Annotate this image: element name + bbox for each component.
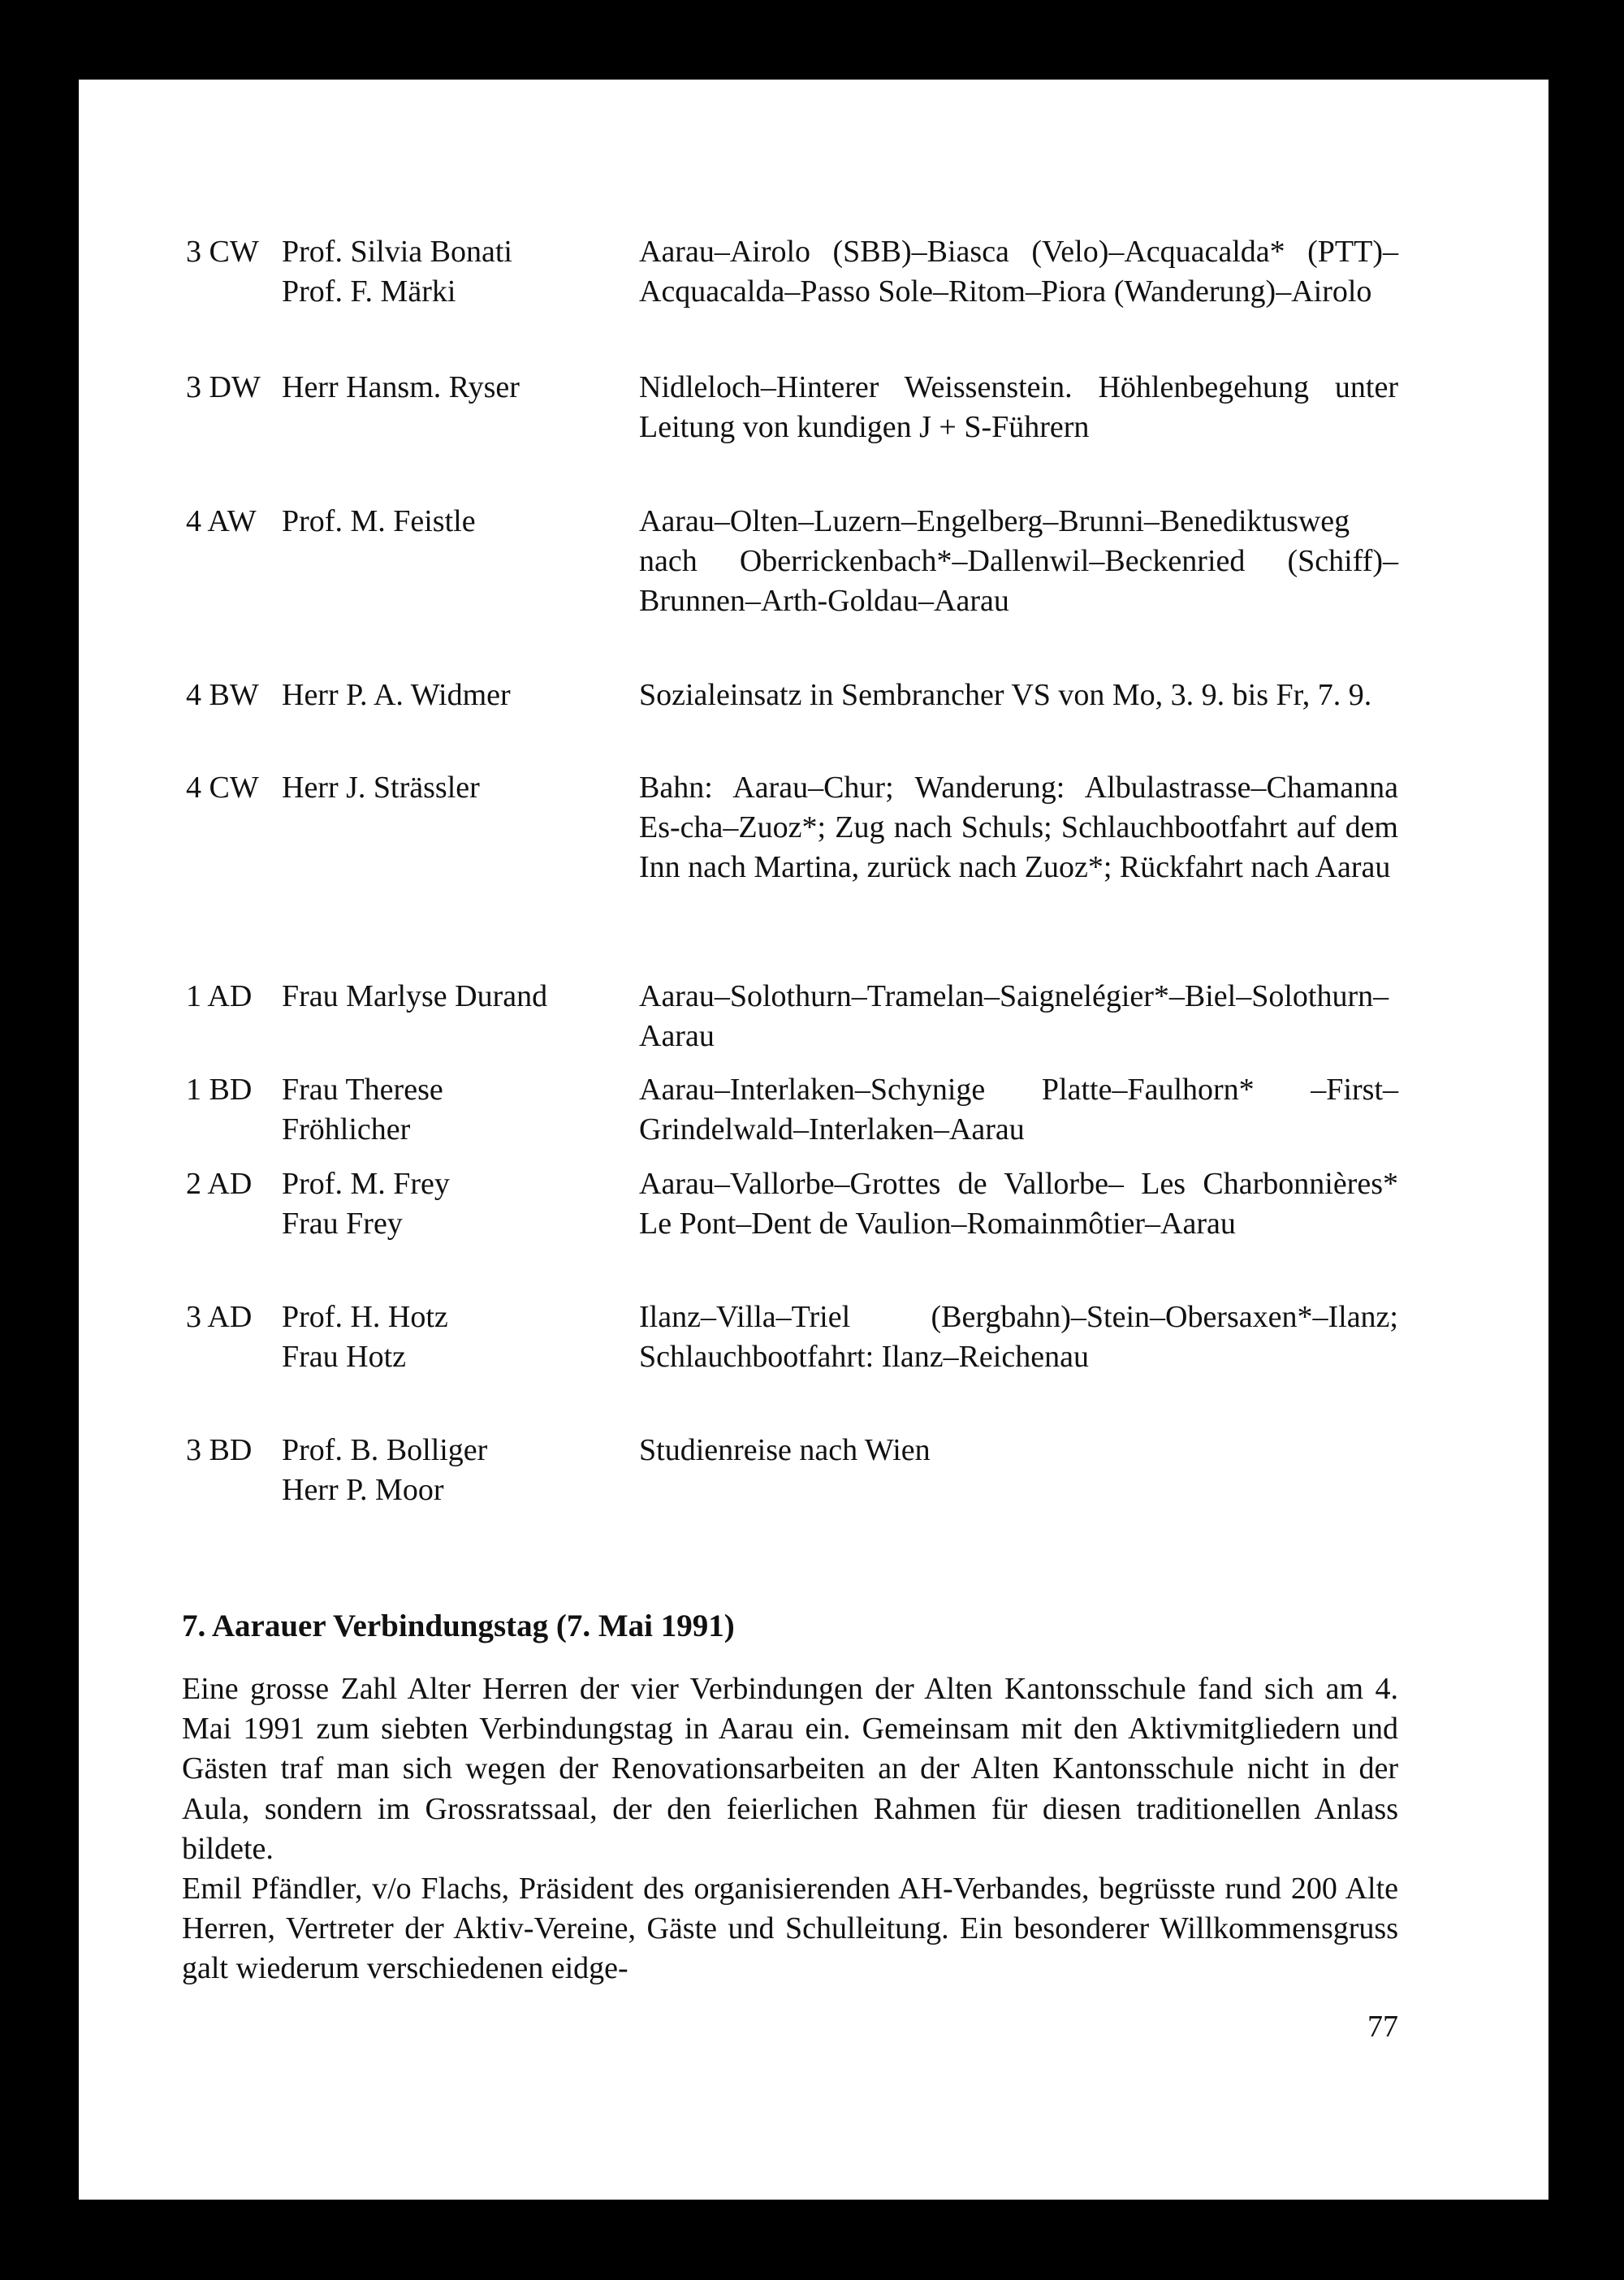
trip-route: Ilanz–Villa–Triel (Bergbahn)–Stein–Obersaxen*–Ilanz; Schlauchbootfahrt: Ilanz–Reichenau (639, 1300, 1398, 1374)
trip-leaders (282, 1298, 623, 1377)
paragraph: Eine grosse Zahl Alter Herren der vier Verbindungen der Alten Kantonsschule fand sich am 4. Mai 1991 zum siebten Verbindungstag in Aarau ein. Gemeinsam mit den Aktivmitgliedern und Gästen traf man sich wegen der Renovationsarbeiten an der Alten Kantonsschule nicht in der Aula, sondern im Grossratssaal, der den feierlichen Rahmen für diesen traditionellen Anlass bildete. (182, 1672, 1398, 1866)
trip-route: Aarau–Olten–Luzern–Engelberg–Brunni–Benediktusweg nach Oberrickenbach*–Dallenwil–Beckenried (Schiff)–Brunnen–Arth-Goldau–Aarau (639, 504, 1398, 618)
section-heading: 7. Aarauer Verbindungstag (7. Mai 1991) (182, 1609, 735, 1643)
leader-name: Herr P. Moor (282, 1473, 444, 1507)
class-code: 3 DW (186, 370, 261, 404)
class-code: 4 CW (186, 771, 259, 805)
leader-name: Fröhlicher (282, 1112, 411, 1146)
trip-leaders (282, 977, 623, 1017)
leader-name: Frau Frey (282, 1207, 403, 1241)
class-code: 1 AD (186, 979, 253, 1013)
trip-leaders (282, 1164, 623, 1244)
trip-leaders (282, 768, 623, 808)
class-code: 4 AW (186, 504, 257, 538)
class-code: 3 CW (186, 235, 259, 269)
class-code: 3 BD (186, 1433, 253, 1467)
section-body (182, 1669, 1398, 1989)
trip-leaders (282, 368, 623, 408)
leader-name: Herr P. A. Widmer (282, 678, 511, 712)
class-code: 2 AD (186, 1167, 253, 1201)
trip-route: Aarau–Interlaken–Schynige Platte–Faulhorn* –First–Grindelwald–Interlaken–Aarau (639, 1073, 1398, 1146)
paragraph: Emil Pfändler, v/o Flachs, Präsident des organisierenden AH-Verbandes, begrüsste rund 200 Alte Herren, Vertreter der Aktiv-Vereine, Gäste und Schulleitung. Ein besonderer Willkommensgruss galt wiederum verschiedenen eidge- (182, 1872, 1398, 1986)
leader-name: Herr J. Strässler (282, 771, 480, 805)
trip-leaders (282, 1070, 623, 1150)
trip-route: Studienreise nach Wien (639, 1433, 931, 1467)
class-code: 1 BD (186, 1073, 253, 1107)
trip-route: Aarau–Airolo (SBB)–Biasca (Velo)–Acquacalda* (PTT)–Acquacalda–Passo Sole–Ritom–Piora (Wanderung)–Airolo (639, 235, 1398, 309)
trip-route: Aarau–Solothurn–Tramelan–Saignelégier*–Biel–Solothurn–Aarau (639, 979, 1389, 1053)
trip-route: Bahn: Aarau–Chur; Wanderung: Albulastrasse–Chamanna Es-cha–Zuoz*; Zug nach Schuls; Schlauchbootfahrt auf dem Inn nach Martina, zurück nach Zuoz*; Rückfahrt nach Aarau (639, 771, 1398, 884)
leader-name: Frau Therese (282, 1073, 443, 1107)
class-code: 3 AD (186, 1300, 253, 1334)
leader-name: Prof. M. Feistle (282, 504, 476, 538)
leader-name: Prof. M. Frey (282, 1167, 450, 1201)
page-number: 77 (1367, 2010, 1398, 2044)
trip-leaders (282, 232, 623, 312)
leader-name: Prof. F. Märki (282, 274, 456, 309)
leader-name: Frau Marlyse Durand (282, 979, 548, 1013)
trip-route: Nidleloch–Hinterer Weissenstein. Höhlenbegehung unter Leitung von kundigen J + S-Führern (639, 370, 1398, 444)
leader-name: Prof. Silvia Bonati (282, 235, 512, 269)
trip-route: Sozialeinsatz in Sembrancher VS von Mo, 3. 9. bis Fr, 7. 9. (639, 678, 1372, 712)
trip-leaders (282, 502, 623, 542)
leader-name: Prof. B. Bolliger (282, 1433, 488, 1467)
leader-name: Frau Hotz (282, 1340, 407, 1374)
class-code: 4 BW (186, 678, 259, 712)
trip-leaders (282, 676, 623, 715)
trip-leaders (282, 1431, 623, 1510)
trip-route: Aarau–Vallorbe–Grottes de Vallorbe– Les Charbonnières* Le Pont–Dent de Vaulion–Romainmôtier–Aarau (639, 1167, 1398, 1241)
leader-name: Prof. H. Hotz (282, 1300, 448, 1334)
leader-name: Herr Hansm. Ryser (282, 370, 520, 404)
document-page (79, 80, 1548, 2200)
